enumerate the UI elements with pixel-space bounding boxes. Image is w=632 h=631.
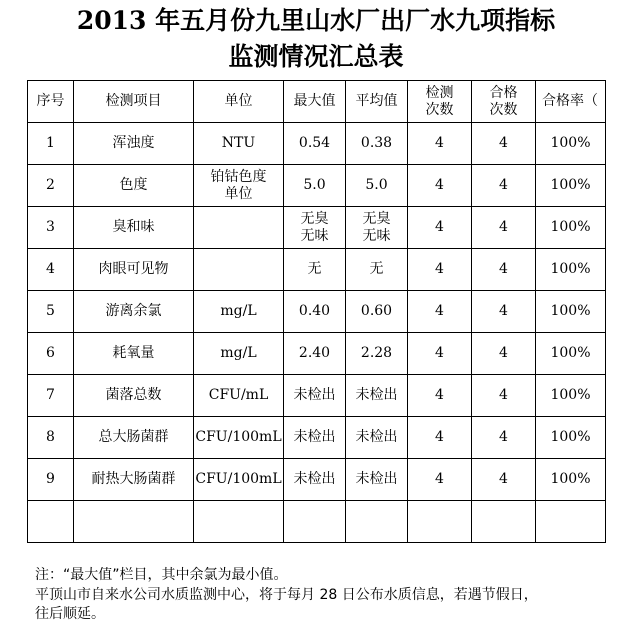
header-row <box>28 81 606 123</box>
cell-unit <box>194 207 284 249</box>
cell-count <box>408 249 472 291</box>
rate-text: 100% <box>550 429 591 445</box>
cell-avg <box>346 417 408 459</box>
cell-count <box>408 375 472 417</box>
max-text: 0.54 <box>298 135 331 151</box>
seq-text: 2 <box>46 177 55 193</box>
header-count-l1: 检测 <box>425 84 454 101</box>
empty-row <box>28 501 606 543</box>
cell-avg <box>346 207 408 249</box>
header-pass-l1: 合格 <box>489 84 518 101</box>
rate-text: 100% <box>550 135 591 151</box>
cell-unit <box>194 165 284 207</box>
cell-pass <box>472 249 536 291</box>
table-row <box>28 417 606 459</box>
max-text: 2.40 <box>298 345 331 361</box>
cell-seq <box>28 249 74 291</box>
item-text: 耐热大肠菌群 <box>91 471 176 487</box>
avg-text: 未检出 <box>355 471 398 487</box>
unit-text: CFU/100mL <box>195 429 282 445</box>
pass-text: 4 <box>499 261 508 277</box>
cell-rate <box>536 291 606 333</box>
cell-unit <box>194 459 284 501</box>
table-row <box>28 459 606 501</box>
header-rate: 合格率（ <box>536 81 606 123</box>
note-line2: 平顶山市自来水公司水质监测中心，将于每月 28 日公布水质信息，若遇节假日， <box>35 587 538 603</box>
cell-max <box>284 417 346 459</box>
cell-seq <box>28 417 74 459</box>
cell-seq <box>28 165 74 207</box>
seq-text: 6 <box>46 345 55 361</box>
count-text: 4 <box>435 471 444 487</box>
max-text: 无臭 <box>300 210 329 227</box>
avg-text: 5.0 <box>365 177 388 193</box>
cell-rate <box>536 165 606 207</box>
cell-max <box>284 333 346 375</box>
max-text-line2: 无味 <box>300 227 329 244</box>
cell-unit <box>194 333 284 375</box>
header-count <box>408 81 472 123</box>
cell-seq <box>28 291 74 333</box>
count-text: 4 <box>435 135 444 151</box>
cell-pass <box>472 375 536 417</box>
avg-text-line2: 无味 <box>362 227 391 244</box>
max-text: 未检出 <box>293 429 336 445</box>
rate-text: 100% <box>550 261 591 277</box>
cell-pass <box>472 333 536 375</box>
pass-text: 4 <box>499 345 508 361</box>
cell-unit <box>194 123 284 165</box>
cell-count <box>408 123 472 165</box>
cell-unit <box>194 249 284 291</box>
cell-pass <box>472 291 536 333</box>
cell-pass <box>472 207 536 249</box>
table-row <box>28 207 606 249</box>
avg-text: 未检出 <box>355 387 398 403</box>
cell-item <box>74 123 194 165</box>
count-text: 4 <box>435 303 444 319</box>
max-text: 5.0 <box>303 177 326 193</box>
cell-item <box>74 291 194 333</box>
cell-seq <box>28 123 74 165</box>
summary-table <box>27 80 606 543</box>
cell-item <box>74 501 194 543</box>
cell-max <box>284 207 346 249</box>
cell-max <box>284 375 346 417</box>
rate-text: 100% <box>550 471 591 487</box>
doc-title-line1: 2013 年五月份九里山水厂出厂水九项指标 <box>76 6 556 35</box>
rate-text: 100% <box>550 387 591 403</box>
count-text: 4 <box>435 177 444 193</box>
cell-rate <box>536 123 606 165</box>
cell-item <box>74 375 194 417</box>
seq-text: 8 <box>46 429 55 445</box>
cell-item <box>74 249 194 291</box>
cell-item <box>74 459 194 501</box>
unit-text: mg/L <box>220 345 257 361</box>
unit-text: CFU/mL <box>208 387 269 403</box>
table-row <box>28 249 606 291</box>
cell-pass <box>472 417 536 459</box>
cell-rate <box>536 375 606 417</box>
cell-pass <box>472 501 536 543</box>
pass-text: 4 <box>499 219 508 235</box>
header-item: 检测项目 <box>74 81 194 123</box>
cell-avg <box>346 165 408 207</box>
cell-max <box>284 123 346 165</box>
cell-seq <box>28 501 74 543</box>
cell-avg <box>346 333 408 375</box>
rate-text: 100% <box>550 177 591 193</box>
header-unit: 单位 <box>194 81 284 123</box>
cell-item <box>74 333 194 375</box>
cell-item <box>74 207 194 249</box>
avg-text: 未检出 <box>355 429 398 445</box>
cell-rate <box>536 333 606 375</box>
max-text: 0.40 <box>298 303 331 319</box>
cell-max <box>284 291 346 333</box>
cell-avg <box>346 501 408 543</box>
cell-pass <box>472 123 536 165</box>
header-max: 最大值 <box>284 81 346 123</box>
cell-unit <box>194 375 284 417</box>
cell-seq <box>28 375 74 417</box>
cell-rate <box>536 249 606 291</box>
cell-unit <box>194 501 284 543</box>
avg-text: 0.60 <box>360 303 393 319</box>
cell-avg <box>346 123 408 165</box>
pass-text: 4 <box>499 471 508 487</box>
table-row <box>28 165 606 207</box>
cell-unit <box>194 291 284 333</box>
cell-max <box>284 249 346 291</box>
unit-text: mg/L <box>220 303 257 319</box>
avg-text: 2.28 <box>360 345 393 361</box>
seq-text: 7 <box>46 387 55 403</box>
unit-text: CFU/100mL <box>195 471 282 487</box>
unit-text-line2: 单位 <box>224 185 253 202</box>
cell-count <box>408 501 472 543</box>
item-text: 肉眼可见物 <box>98 261 169 277</box>
pass-text: 4 <box>499 429 508 445</box>
max-text: 未检出 <box>293 471 336 487</box>
item-text: 总大肠菌群 <box>98 429 169 445</box>
count-text: 4 <box>435 345 444 361</box>
table-row <box>28 375 606 417</box>
pass-text: 4 <box>499 303 508 319</box>
cell-avg <box>346 249 408 291</box>
cell-rate <box>536 417 606 459</box>
cell-seq <box>28 207 74 249</box>
item-text: 耗氧量 <box>112 345 155 361</box>
cell-count <box>408 459 472 501</box>
cell-avg <box>346 375 408 417</box>
item-text: 臭和味 <box>112 219 155 235</box>
cell-unit <box>194 417 284 459</box>
pass-text: 4 <box>499 387 508 403</box>
cell-pass <box>472 459 536 501</box>
count-text: 4 <box>435 429 444 445</box>
seq-text: 9 <box>46 471 55 487</box>
header-pass-l2: 次数 <box>489 101 518 118</box>
cell-count <box>408 207 472 249</box>
item-text: 菌落总数 <box>105 387 162 403</box>
max-text: 无 <box>307 261 322 277</box>
pass-text: 4 <box>499 135 508 151</box>
count-text: 4 <box>435 219 444 235</box>
avg-text: 0.38 <box>360 135 393 151</box>
unit-text: 铂钴色度 <box>210 168 267 185</box>
rate-text: 100% <box>550 303 591 319</box>
cell-max <box>284 501 346 543</box>
cell-avg <box>346 459 408 501</box>
count-text: 4 <box>435 261 444 277</box>
cell-rate <box>536 459 606 501</box>
cell-seq <box>28 333 74 375</box>
cell-avg <box>346 291 408 333</box>
seq-text: 4 <box>46 261 55 277</box>
cell-pass <box>472 165 536 207</box>
pass-text: 4 <box>499 177 508 193</box>
table-row <box>28 333 606 375</box>
header-count-l2: 次数 <box>425 101 454 118</box>
cell-count <box>408 291 472 333</box>
avg-text: 无 <box>369 261 384 277</box>
cell-count <box>408 333 472 375</box>
cell-count <box>408 417 472 459</box>
doc-title-line2: 监测情况汇总表 <box>228 42 404 71</box>
cell-rate <box>536 207 606 249</box>
item-text: 浑浊度 <box>112 135 155 151</box>
table-row <box>28 123 606 165</box>
cell-rate <box>536 501 606 543</box>
cell-item <box>74 417 194 459</box>
cell-seq <box>28 459 74 501</box>
header-pass <box>472 81 536 123</box>
item-text: 游离余氯 <box>105 303 162 319</box>
rate-text: 100% <box>550 219 591 235</box>
cell-max <box>284 459 346 501</box>
seq-text: 5 <box>46 303 55 319</box>
seq-text: 3 <box>46 219 55 235</box>
header-seq: 序号 <box>28 81 74 123</box>
note-line1: 注：“最大值”栏目，其中余氯为最小值。 <box>35 567 288 583</box>
table-row <box>28 291 606 333</box>
cell-max <box>284 165 346 207</box>
item-text: 色度 <box>119 177 148 193</box>
max-text: 未检出 <box>293 387 336 403</box>
count-text: 4 <box>435 387 444 403</box>
rate-text: 100% <box>550 345 591 361</box>
cell-count <box>408 165 472 207</box>
header-avg: 平均值 <box>346 81 408 123</box>
note-line3: 往后顺延。 <box>35 606 105 622</box>
cell-item <box>74 165 194 207</box>
seq-text: 1 <box>46 135 55 151</box>
avg-text: 无臭 <box>362 210 391 227</box>
unit-text: NTU <box>221 135 256 151</box>
